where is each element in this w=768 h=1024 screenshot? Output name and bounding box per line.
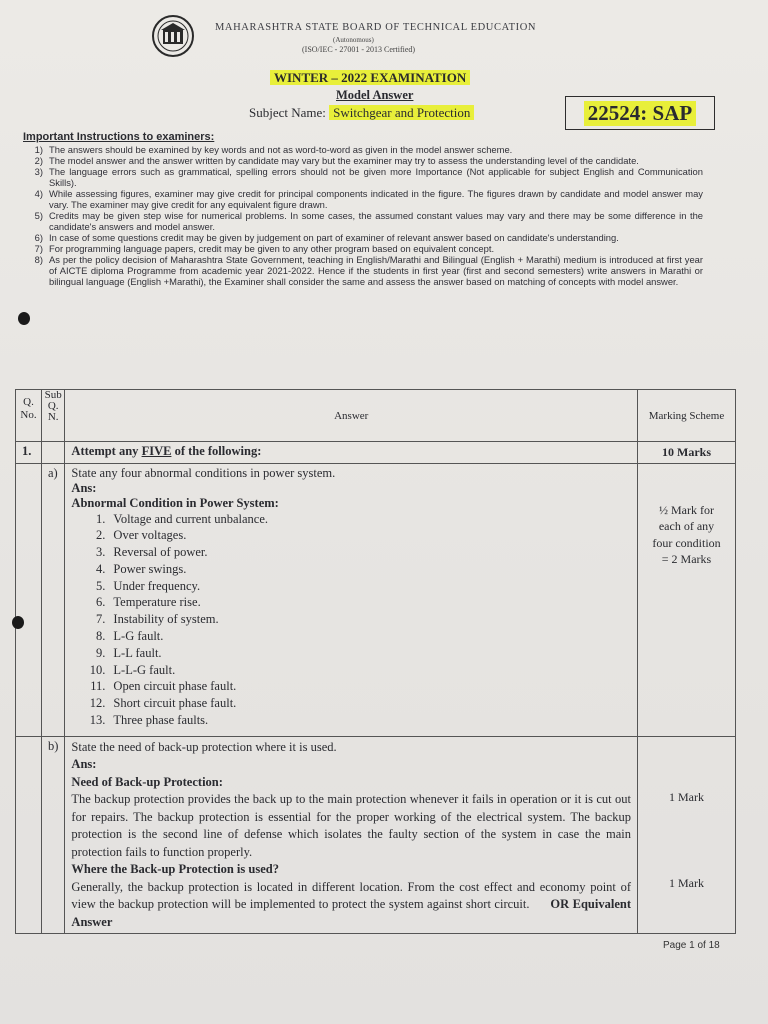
list-item: 10. L-L-G fault. bbox=[89, 662, 176, 677]
answer-b-marks bbox=[638, 736, 736, 934]
iso-certification: (ISO/IEC - 27001 - 2013 Certified) bbox=[302, 45, 416, 54]
answer-heading: Abnormal Condition in Power System: bbox=[71, 495, 279, 510]
list-item: 7. Instability of system. bbox=[96, 612, 219, 627]
header-answer: Answer bbox=[65, 390, 638, 442]
msbte-logo-icon bbox=[151, 14, 195, 58]
sub-question-label: b) bbox=[42, 736, 65, 934]
instruction-item: 4) While assessing figures, examiner may give credit for principal components indicated in the figure. The figures drawn by candidate and model answer may vary. The examiner may give credit for any equivalent figure drawn. bbox=[34, 188, 703, 210]
list-item: 2. Over voltages. bbox=[96, 528, 187, 543]
q1-marks: 10 Marks bbox=[638, 442, 736, 464]
autonomous-label: (Autonomous) bbox=[333, 36, 374, 44]
abnormal-conditions-list bbox=[71, 511, 631, 729]
ans-label: Ans: bbox=[71, 480, 97, 495]
answer-paragraph: The backup protection provides the back up to the main protection whenever it fails in operation or it is cut out for repairs. The backup protection is essential for the proper working of the electrical system. The backup protection is the second line of defense which isolates the faulty section of the system in case the main protection fails to function properly. bbox=[71, 792, 631, 859]
exam-title: WINTER – 2022 EXAMINATION bbox=[270, 70, 470, 86]
board-name: MAHARASHTRA STATE BOARD OF TECHNICAL EDUCATION bbox=[215, 22, 537, 33]
instruction-item: 3) The language errors such as grammatical, spelling errors should not be given more Importance (Not applicable for subject English and Communication Skills). bbox=[34, 166, 703, 188]
instruction-item: 1) The answers should be examined by key words and not as word-to-word as given in the model answer scheme. bbox=[34, 144, 513, 155]
answer-a bbox=[65, 463, 638, 736]
answer-heading: Need of Back-up Protection: bbox=[71, 774, 223, 789]
instruction-item: 7) For programming language papers, credit may be given to any other program based on equivalent concept. bbox=[34, 243, 495, 254]
sub-question-label: a) bbox=[42, 463, 65, 736]
list-item: 13. Three phase faults. bbox=[89, 713, 209, 728]
model-answer-title: Model Answer bbox=[336, 88, 414, 102]
list-item: 11. Open circuit phase fault. bbox=[90, 679, 237, 694]
instructions-list bbox=[23, 144, 703, 287]
answer-paragraph: Generally, the backup protection is located in different location. From the cost effect and economy point of view the backup protection will be implemented to protect the system against short circuit. OR Equivalent Answer bbox=[71, 879, 631, 929]
question-text: State the need of back-up protection where it is used. bbox=[71, 739, 337, 754]
table-row bbox=[16, 463, 736, 736]
table-header-row bbox=[16, 390, 736, 442]
instruction-item: 2) The model answer and the answer written by candidate may vary but the examiner may try to assess the understanding level of the candidate. bbox=[34, 155, 639, 166]
answer-a-marks: ½ Mark for each of any four condition = 2 Marks bbox=[638, 463, 736, 736]
ans-label: Ans: bbox=[71, 757, 97, 771]
subject-code: 22524: SAP bbox=[584, 101, 696, 126]
subject-name: Switchgear and Protection bbox=[329, 105, 474, 120]
marks-need: 1 Mark bbox=[669, 789, 704, 804]
page-number: Page 1 of 18 bbox=[663, 940, 720, 951]
header-sub-q: Sub Q. N. bbox=[42, 390, 65, 442]
punch-hole-icon bbox=[12, 616, 24, 629]
marks-where: 1 Mark bbox=[669, 876, 704, 890]
header-q-no: Q. No. bbox=[16, 390, 42, 442]
question-text: State any four abnormal conditions in power system. bbox=[71, 465, 336, 480]
header-marking-scheme: Marking Scheme bbox=[638, 390, 736, 442]
list-item: 12. Short circuit phase fault. bbox=[89, 696, 237, 711]
list-item: 8. L-G fault. bbox=[96, 629, 164, 644]
instruction-item: 8) As per the policy decision of Maharashtra State Government, teaching in English/Marathi and Bilingual (English + Marathi) medium is introduced at first year of AICTE diploma Programme from academic year 2021-2022. Hence if the students in first year (first and second semesters) write answers in Marathi or bilingual language (English +Marathi), the Examiner shall consider the same and assess the answer based on matching of concepts with model answer. bbox=[34, 254, 703, 287]
answer-table bbox=[15, 389, 736, 934]
list-item: 6. Temperature rise. bbox=[96, 595, 201, 610]
instruction-item: 5) Credits may be given step wise for numerical problems. In some cases, the assumed constant values may vary and there may be some difference in the candidate's answers and model answer. bbox=[34, 210, 703, 232]
subject-code-box bbox=[565, 96, 715, 130]
subject-label: Subject Name: bbox=[249, 105, 330, 120]
subject-line bbox=[249, 105, 474, 121]
list-item: 4. Power swings. bbox=[96, 561, 187, 576]
list-item: 3. Reversal of power. bbox=[96, 545, 208, 560]
list-item: 9. L-L fault. bbox=[96, 645, 162, 660]
punch-hole-icon bbox=[18, 312, 30, 325]
list-item: 5. Under frequency. bbox=[96, 578, 201, 593]
q1-instruction: Attempt any FIVE of the following: bbox=[65, 442, 638, 464]
list-item: 1. Voltage and current unbalance. bbox=[96, 511, 268, 526]
answer-b bbox=[65, 736, 638, 934]
answer-heading: Where the Back-up Protection is used? bbox=[71, 862, 279, 876]
equivalent-answer-note: OR Equivalent Answer bbox=[71, 897, 631, 929]
instructions-title: Important Instructions to examiners: bbox=[23, 131, 215, 143]
table-row bbox=[16, 442, 736, 464]
instruction-item: 6) In case of some questions credit may be given by judgement on part of examiner of relevant answer based on candidate's understanding. bbox=[34, 232, 619, 243]
table-row bbox=[16, 736, 736, 934]
q1-number: 1. bbox=[16, 442, 42, 464]
